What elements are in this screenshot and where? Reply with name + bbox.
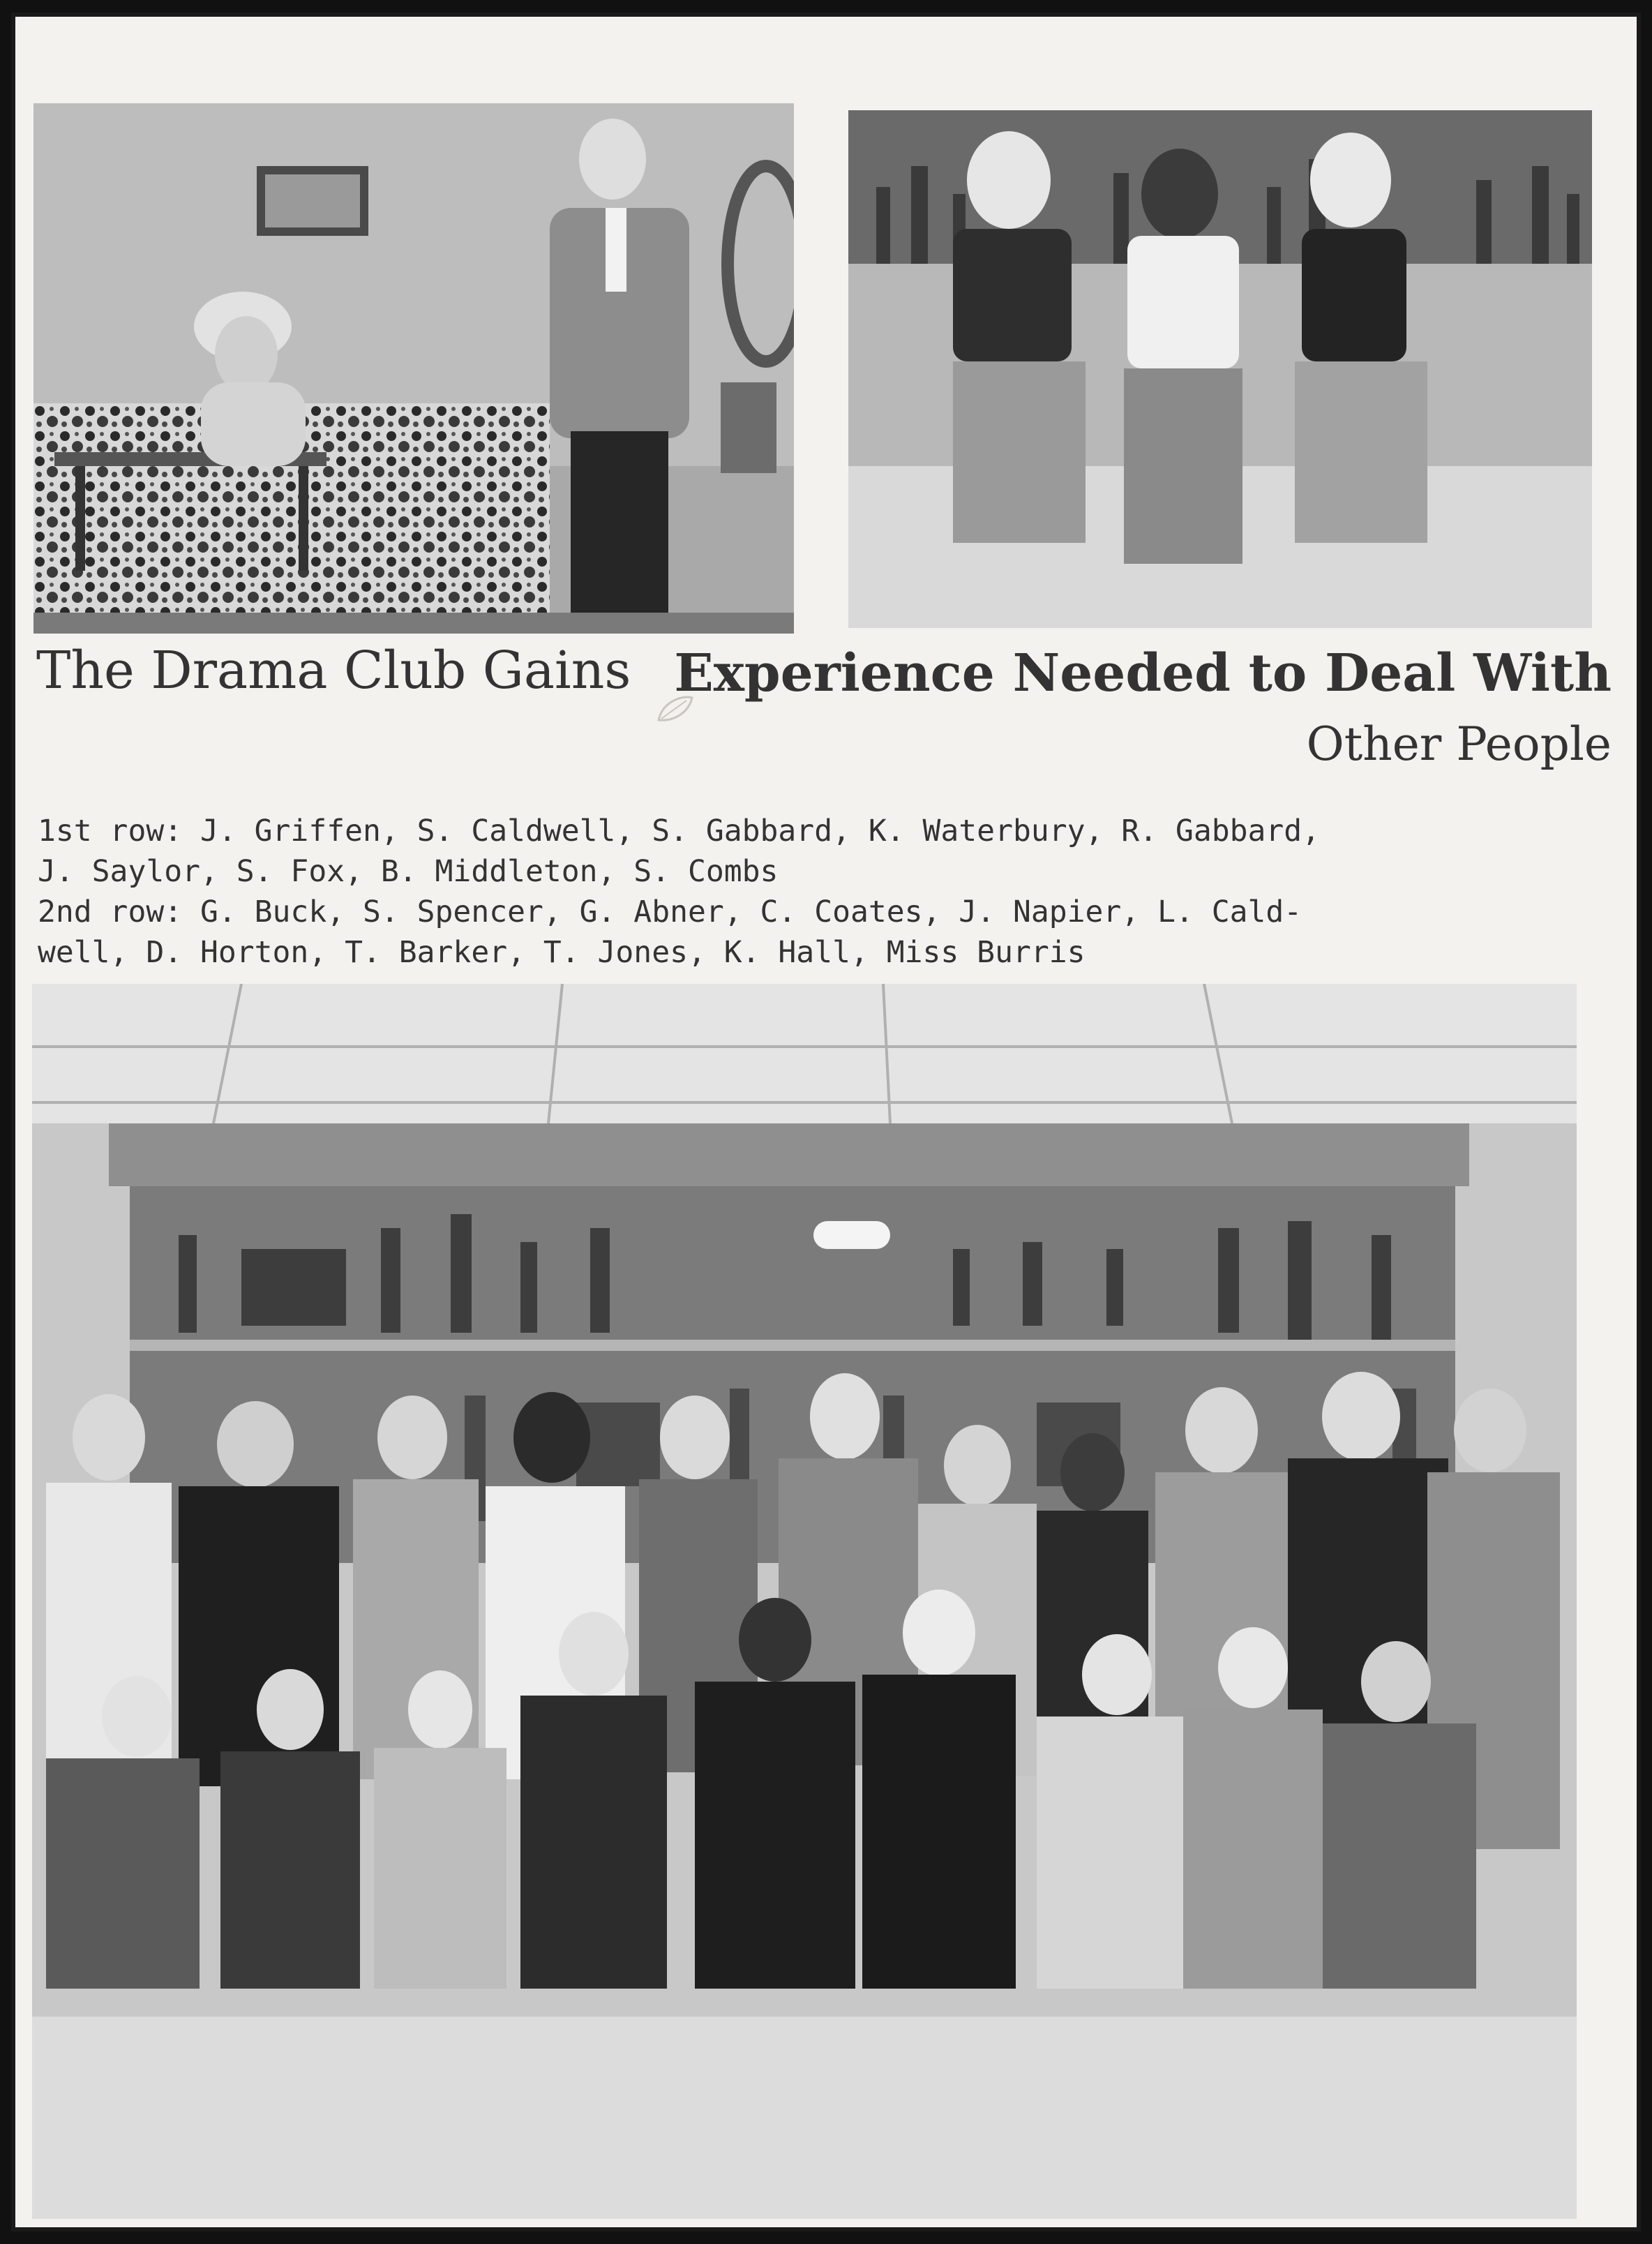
group-caption — [38, 811, 1600, 973]
yearbook-page — [11, 13, 1641, 2231]
photo-stage-scene — [33, 103, 794, 634]
caption-line-2: J. Saylor, S. Fox, B. Middleton, S. Combs — [38, 854, 779, 889]
headline-left: The Drama Club Gains — [36, 641, 631, 701]
photo-three-students — [848, 110, 1592, 628]
stage-scene-image — [33, 103, 794, 634]
headline-right-line1: Experience Needed to Deal With — [674, 643, 1612, 703]
caption-line-3: 2nd row: G. Buck, S. Spencer, G. Abner, C. Coates, J. Napier, L. Cald- — [38, 895, 1302, 929]
caption-line-4: well, D. Horton, T. Barker, T. Jones, K. Hall, Miss Burris — [38, 935, 1086, 970]
group-photo-image — [32, 984, 1577, 2219]
caption-line-1: 1st row: J. Griffen, S. Caldwell, S. Gabbard, K. Waterbury, R. Gabbard, — [38, 814, 1321, 848]
photo-drama-club-group — [32, 984, 1577, 2219]
three-students-image — [848, 110, 1592, 628]
leaf-icon — [656, 694, 695, 724]
headline-right-line2: Other People — [1306, 717, 1612, 771]
